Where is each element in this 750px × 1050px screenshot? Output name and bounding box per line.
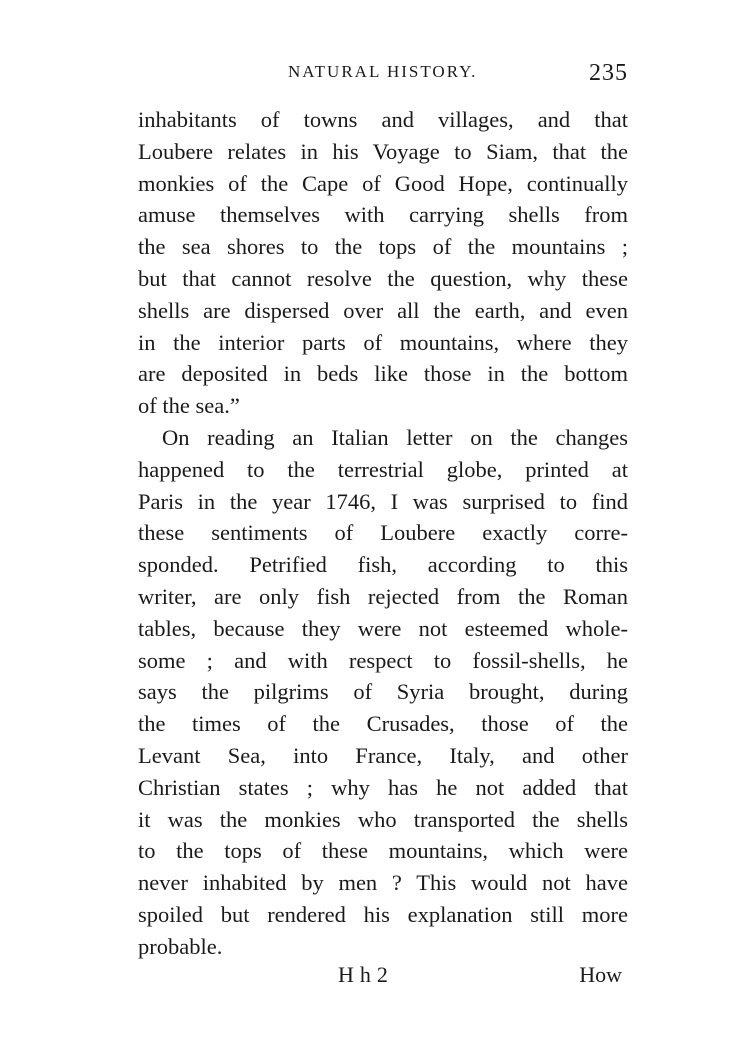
page-number: 235 [589,60,628,86]
paragraph [138,422,628,963]
running-title: NATURAL HISTORY. [288,62,478,81]
paragraph [138,104,628,422]
text-line: spoiled but rendered his explanation still more [138,901,628,927]
text-line: tables, because they were not esteemed whole- [138,615,628,641]
text-line: of the sea.” [138,393,240,419]
text-line: monkies of the Cape of Good Hope, continually [138,170,628,196]
text-line: to the tops of these mountains, which were [138,838,628,864]
text-line: the sea shores to the tops of the mountains ; [138,234,628,260]
signature-mark: Hh2 [338,962,394,987]
text-line: inhabitants of towns and villages, and that [138,107,628,132]
running-head [138,62,628,92]
text-line: probable. [138,933,223,959]
text-line: amuse themselves with carrying shells from [138,202,628,228]
catchword: How [579,962,622,987]
text-line: it was the monkies who transported the shells [138,806,628,832]
text-line: On reading an Italian letter on the changes [162,424,628,450]
text-line: happened to the terrestrial globe, printed at [138,456,628,482]
page-footer [138,962,628,994]
text-line: shells are dispersed over all the earth, and even [138,297,628,323]
text-line: some ; and with respect to fossil-shells, he [138,647,628,673]
body-text [138,104,628,963]
text-line: writer, are only fish rejected from the Roman [138,583,628,609]
text-line: Loubere relates in his Voyage to Siam, that the [138,138,628,164]
text-line: in the interior parts of mountains, where they [138,329,628,355]
text-line: these sentiments of Loubere exactly corre- [138,520,628,546]
text-line: Christian states ; why has he not added that [138,774,628,800]
text-line: says the pilgrims of Syria brought, during [138,679,628,705]
text-line: Levant Sea, into France, Italy, and other [138,742,628,768]
text-line: but that cannot resolve the question, why these [138,265,628,291]
text-line: Paris in the year 1746, I was surprised to find [138,488,628,514]
text-line: never inhabited by men ? This would not have [138,870,628,896]
text-line: sponded. Petrified fish, according to this [138,552,628,578]
text-line: the times of the Crusades, those of the [138,711,628,737]
text-line: are deposited in beds like those in the bottom [138,361,628,387]
